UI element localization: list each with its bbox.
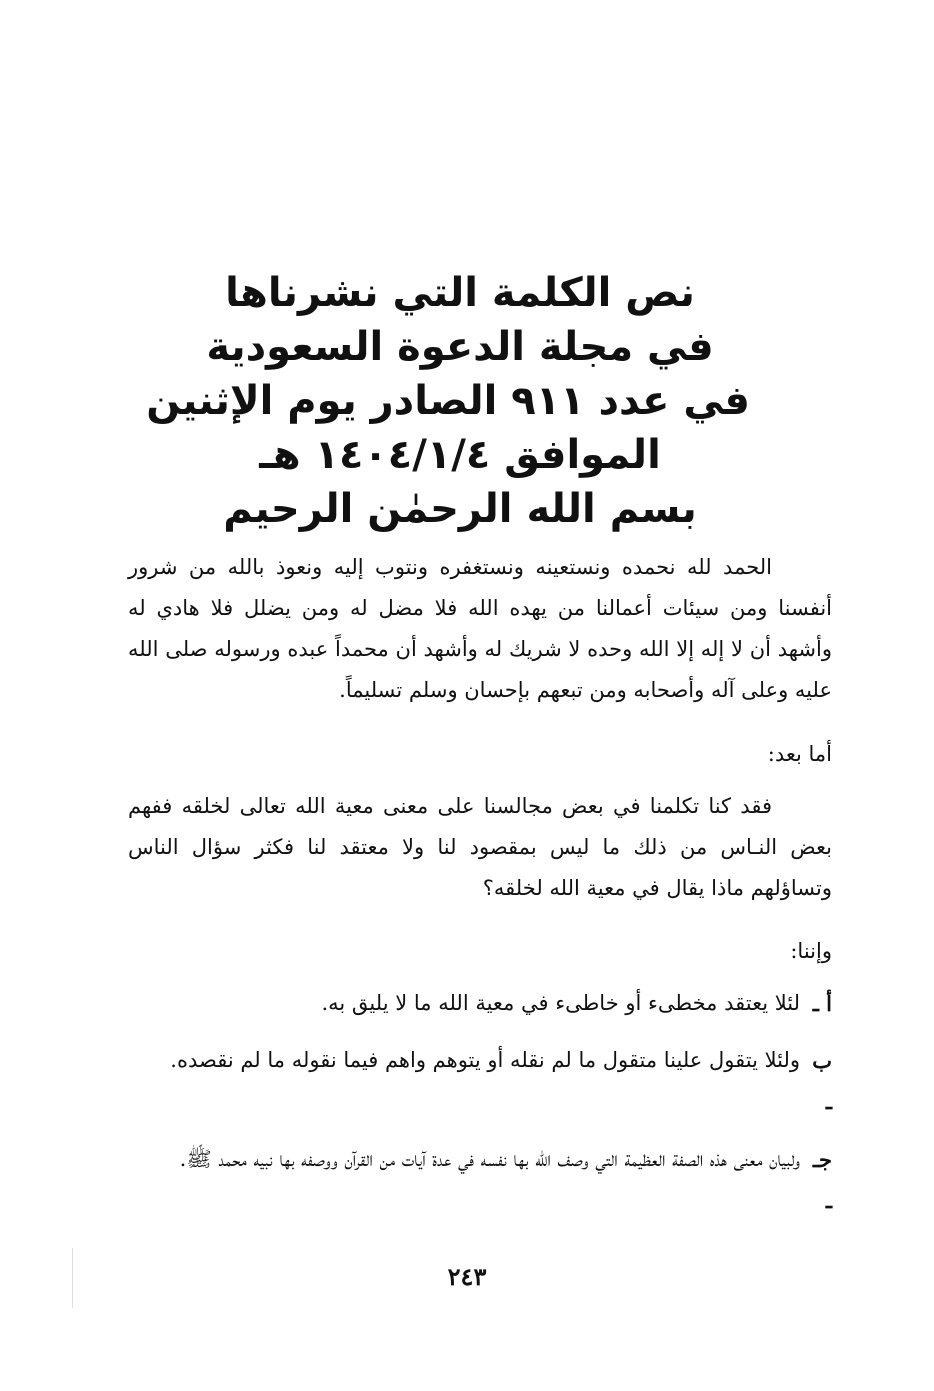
page-number: ٢٤٣ [447,1262,487,1291]
list-letter-b: ب ـ [812,1048,832,1114]
list-text-c: ولبيان معنى هذه الصفة العظيمة التي وصف الله بها نفسه في عدة آيات من القرآن ووصفه بها نبيه محمد ﷺ. [179,1147,800,1171]
list-text-a: لئلا يعتقد مخطىء أو خاطىء في معية الله ما لا يليق به. [321,991,800,1015]
scan-margin-line [72,1248,73,1308]
title-line-basmala: بسم الله الرحمٰن الرحيم [223,486,697,532]
title-line-2: في مجلة الدعوة السعودية [206,324,714,370]
inna-line: وإننا: [790,939,832,963]
title-line-4: الموافق ١٤٠٤/١/٤ هـ [259,432,661,478]
amma-bad-line: أما بعد: [767,742,832,766]
list-item-c [128,1139,832,1221]
list-letter-a: أ ـ [812,991,832,1016]
title-block [146,266,750,536]
intro-paragraph: الحمد لله نحمده ونستعينه ونستغفره ونتوب إليه ونعوذ بالله من شرور أنفسنا ومن سيئات أعمالنا من يهده الله فلا مضل له ومن يضلل فلا هادي له وأشهد أن لا إله إلا الله وحده لا شريك له وأشهد أن محمداً عبده ورسوله صلى الله عليه وعلى آله وأصحابه ومن تبعهم بإحسان وسلم تسليماً. [128,555,832,702]
list-item-a [128,983,832,1024]
second-paragraph: فقد كنا تكلمنا في بعض مجالسنا على معنى معية الله تعالى لخلقه ففهم بعض النـاس من ذلك ما ليس بمقصود لنا ولا معتقد لنا فكثر سؤال الناس وتساؤلهم ماذا يقال في معية الله لخلقه؟ [128,794,832,900]
title-line-1: نص الكلمة التي نشرناها [225,270,695,316]
list-text-b: ولئلا يتقول علينا متقول ما لم نقله أو يتوهم واهم فيما نقوله ما لم نقصده. [170,1048,800,1072]
list-item-b [128,1040,832,1122]
title-line-3: في عدد ٩١١ الصادر يوم الإثنين [146,378,750,424]
list-letter-c: جـ ـ [812,1147,832,1213]
